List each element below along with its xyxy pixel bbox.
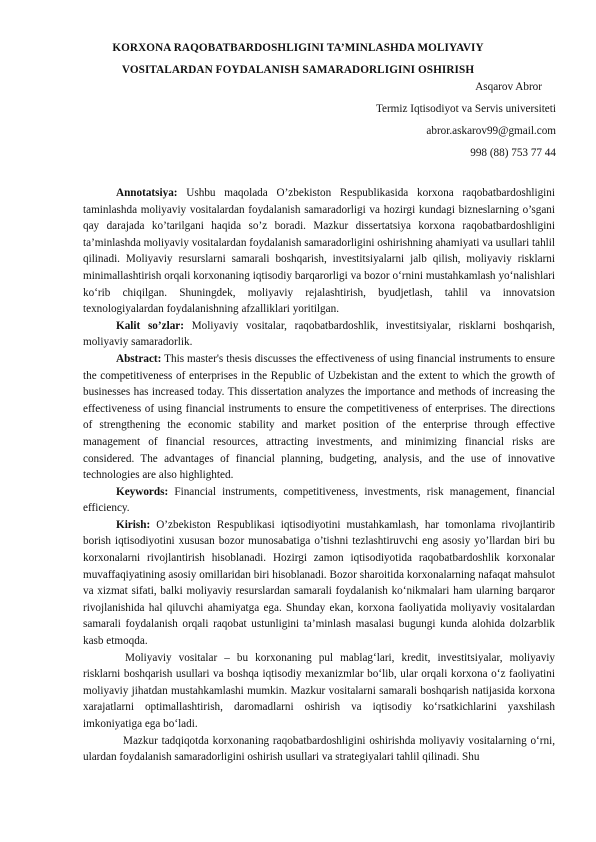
intro-text: O’zbekiston Respublikasi iqtisodiyotini mustahkamlash, har tomonlama rivojlantirib borish iqtisodiyotini xususan bozor munosabatiga o’tishni tezlashtiruvchi eng asosiy yo’llardan biri bu korxonalarni rivojlantirish hisoblanadi. Hozirgi zamon iqtisodiyotida raqobatbardoshlik korxonalar muvaffaqiyatining asosiy omillaridan biri hisoblanadi. Bozor sharoitida korxonalarning nafaqat mahsulot va xizmat sifati, balki moliyaviy resurslardan samarali foydalanish ko‘nikmalari ham ularning barqaror rivojlanishida hal qiluvchi ahamiyatga ega. Shunday ekan, korxona faoliyatida moliyaviy vositalardan samarali foydalanish orqali raqobat ustunligini ta’minlash masalasi bugungi kunda alohida dolzarblik kasb etmoqda. xyxy=(83,518,555,648)
annotation-label: Annotatsiya: xyxy=(116,187,178,199)
author-phone: 998 (88) 753 77 44 xyxy=(470,147,556,159)
keywords-en-text: Financial instruments, competitiveness, investments, risk management, financial efficiency. xyxy=(83,485,556,515)
keywords-uz-text: Moliyaviy vositalar, raqobatbardoshlik, investitsiyalar, risklarni boshqarish, moliyaviy samaradorlik. xyxy=(83,319,555,349)
body-paragraph-3: Mazkur tadqiqotda korxonaning raqobatbardoshligini oshirishda moliyaviy vositalarning o‘rni, ulardan foydalanish samaradorligini oshirish usullari va strategiyalari tahlil qilinadi. Shu xyxy=(83,734,555,764)
abstract-label: Abstract: xyxy=(116,352,162,365)
author-name: Asqarov Abror xyxy=(475,81,542,93)
intro-label: Kirish: xyxy=(116,518,151,531)
author-affiliation: Termiz Iqtisodiyot va Servis universiteti xyxy=(375,103,556,115)
keywords-en-paragraph xyxy=(83,484,555,517)
paper-body xyxy=(83,185,555,766)
abstract-paragraph xyxy=(83,351,555,484)
title-line-1: KORXONA RAQOBATBARDOSHLIGINI TA’MINLASHDA MOLIYAVIY xyxy=(112,42,484,54)
intro-paragraph xyxy=(83,517,555,650)
annotation-text: Ushbu maqolada O’zbekiston Respublikasida korxona raqobatbardoshligini taminlashda moliyaviy vositalardan foydalanish samaradorligi va hozirgi kundagi bizneslarning o’sgani qay darajada ko’tarilgani haqida so’z boradi. Mazkur dissertatsiya korxona raqobatbardoshligini ta’minlashda moliyaviy vositalardan foydalanish samaradorligini oshirishning ahamiyati va usullari tahlil qilinadi. Moliyaviy resurslarni samarali boshqarish, investitsiyalarni jalb qilish, moliyaviy risklarni minimallashtirish orqali korxonaning iqtisodiy barqarorligi va bozor o‘rnini mustahkamlash yo‘nalishlari ko‘rib chiqilgan. Shuningdek, moliyaviy rejalashtirish, byudjetlash, tahlil va innovatsion texnologiyalardan foydalanishning afzalliklari yoritilgan. xyxy=(83,187,555,316)
keywords-en-label: Keywords: xyxy=(116,485,169,498)
author-email[interactable]: abror.askarov99@gmail.com xyxy=(426,125,556,137)
keywords-uz-paragraph xyxy=(83,318,555,351)
title-line-2: VOSITALARDAN FOYDALANISH SAMARADORLIGINI OSHIRISH xyxy=(121,64,475,76)
annotation-paragraph xyxy=(83,185,555,318)
abstract-text: This master's thesis discusses the effectiveness of using financial instruments to ensure the competitiveness of enterprises in the Republic of Uzbekistan and the extent to which the growth of businesses has increased today. This dissertation analyzes the importance and methods of increasing the effectiveness of using financial instruments to ensure the competitiveness of enterprises. The directions of strengthening the economic stability and market position of the enterprise through effective management of financial resources, attracting investments, and minimizing financial risks are considered. The advantages of financial planning, budgeting, analysis, and the use of innovative technologies are also highlighted. xyxy=(83,352,555,482)
keywords-uz-label: Kalit so’zlar: xyxy=(116,319,184,332)
body-paragraph-2: Moliyaviy vositalar – bu korxonaning pul mablag‘lari, kredit, investitsiyalar, moliyaviy risklarni boshqarish usullari va boshqa iqtisodiy mexanizmlar bo‘lib, ular orqali korxona o‘z faoliyatini moliyaviy jihatdan mustahkamlashi mumkin. Mazkur vositalarni samarali boshqarish natijasida korxona xarajatlarni optimallashtirish, daromadlarni oshirish va iqtisodiy ko‘rsatkichlarini yaxshilash imkoniyatiga ega bo‘ladi. xyxy=(83,651,555,730)
paper-title xyxy=(60,37,536,81)
